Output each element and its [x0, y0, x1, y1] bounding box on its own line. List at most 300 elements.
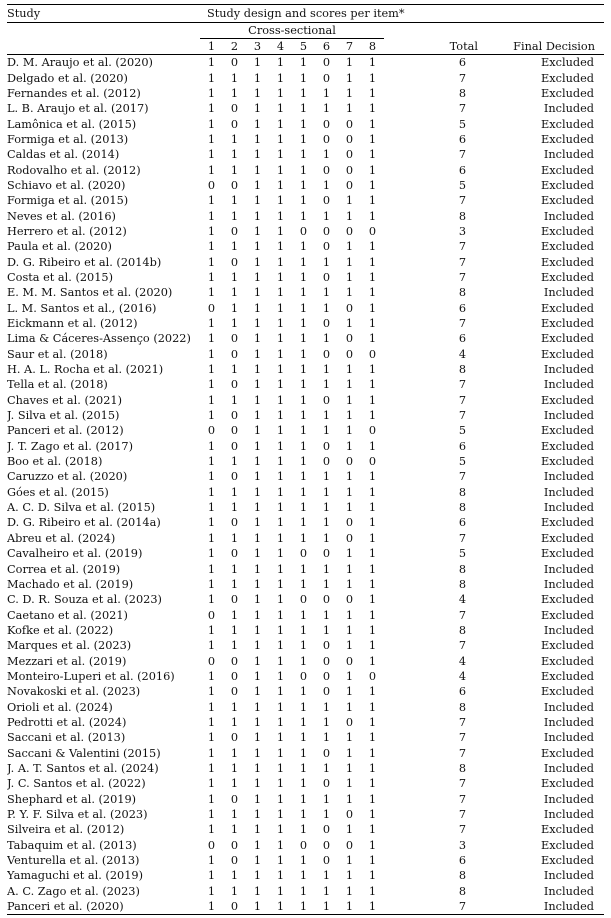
table-row — [7, 684, 604, 699]
score-cell: 1 — [276, 240, 285, 254]
score-cell: 1 — [207, 409, 216, 423]
score-cell: 1 — [253, 792, 262, 806]
score-cell: 1 — [299, 808, 308, 822]
score-cell: 1 — [299, 854, 308, 868]
score-cell: 0 — [322, 685, 331, 699]
study-cell: Machado et al. (2019) — [7, 577, 134, 591]
study-cell: Neves et al. (2016) — [7, 209, 116, 223]
score-cell: 0 — [345, 178, 354, 192]
score-cell: 1 — [368, 869, 377, 883]
total-cell: 4 — [458, 654, 466, 668]
table-row — [7, 193, 604, 208]
score-cell: 1 — [253, 669, 262, 683]
table-row — [7, 316, 604, 331]
score-cell: 1 — [276, 547, 285, 561]
total-cell: 4 — [458, 347, 466, 361]
score-cell: 1 — [253, 623, 262, 637]
score-cell: 1 — [276, 71, 285, 85]
score-cell: 1 — [368, 332, 377, 346]
score-cell: 1 — [207, 731, 216, 745]
decision-cell: Excluded — [541, 654, 594, 668]
score-cell: 1 — [299, 623, 308, 637]
total-cell: 6 — [458, 332, 466, 346]
score-cell: 1 — [276, 654, 285, 668]
decision-cell: Excluded — [541, 117, 594, 131]
score-cell: 0 — [299, 593, 308, 607]
total-cell: 8 — [458, 501, 466, 515]
score-cell: 1 — [276, 102, 285, 116]
score-cell: 1 — [299, 777, 308, 791]
score-cell: 1 — [368, 378, 377, 392]
total-cell: 8 — [458, 363, 466, 377]
score-cell: 1 — [207, 102, 216, 116]
decision-cell: Included — [543, 700, 594, 714]
table-row — [7, 577, 604, 592]
decision-cell: Excluded — [541, 332, 594, 346]
score-cell: 1 — [299, 317, 308, 331]
study-cell: Panceri et al. (2012) — [7, 424, 124, 438]
score-cell: 0 — [322, 854, 331, 868]
score-cell: 1 — [368, 393, 377, 407]
study-cell: Lamônica et al. (2015) — [7, 117, 137, 131]
total-cell: 7 — [384, 899, 480, 915]
total-cell: 6 — [458, 685, 466, 699]
table-row — [7, 638, 604, 653]
study-cell: Panceri et al. (2020) — [7, 899, 200, 915]
decision-cell: Included — [543, 562, 594, 576]
score-cell: 1 — [368, 639, 377, 653]
study-cell: E. M. M. Santos et al. (2020) — [7, 286, 173, 300]
score-cell: 1 — [276, 884, 285, 898]
score-cell: 1 — [253, 808, 262, 822]
cross-sectional-header: Cross-sectional — [200, 23, 384, 39]
score-cell: 1 — [253, 685, 262, 699]
total-cell: 8 — [458, 485, 466, 499]
score-cell: 1 — [322, 363, 331, 377]
score-cell: 1 — [207, 470, 216, 484]
score-cell: 1 — [207, 117, 216, 131]
score-cell: 1 — [276, 685, 285, 699]
score-cell: 1 — [200, 899, 223, 915]
table-row — [7, 270, 604, 285]
score-cell: 1 — [207, 317, 216, 331]
total-cell: 7 — [458, 639, 466, 653]
score-cell: 1 — [276, 56, 285, 70]
score-cell: 1 — [276, 639, 285, 653]
design-header: Study design and scores per item* — [200, 5, 604, 23]
study-cell: Caetano et al. (2021) — [7, 608, 128, 622]
score-cell: 1 — [368, 654, 377, 668]
score-cell: 1 — [292, 899, 315, 915]
score-cell: 1 — [253, 117, 262, 131]
score-cell: 1 — [276, 86, 285, 100]
score-cell: 1 — [322, 700, 331, 714]
decision-cell: Excluded — [541, 685, 594, 699]
decision-cell: Included — [543, 501, 594, 515]
decision-cell: Excluded — [541, 746, 594, 760]
score-cell: 1 — [299, 562, 308, 576]
table-row — [7, 853, 604, 868]
score-cell: 0 — [345, 593, 354, 607]
score-cell: 1 — [345, 777, 354, 791]
score-cell: 1 — [322, 869, 331, 883]
score-cell: 1 — [253, 746, 262, 760]
score-cell: 0 — [345, 117, 354, 131]
score-cell: 1 — [207, 639, 216, 653]
table-row — [7, 55, 604, 71]
score-cell: 0 — [322, 194, 331, 208]
score-cell: 1 — [299, 531, 308, 545]
score-cell: 1 — [207, 56, 216, 70]
score-cell: 1 — [276, 531, 285, 545]
score-cell: 1 — [299, 86, 308, 100]
decision-cell: Included — [543, 623, 594, 637]
score-cell: 1 — [299, 731, 308, 745]
score-cell: 1 — [253, 178, 262, 192]
score-cell: 1 — [276, 869, 285, 883]
decision-cell: Excluded — [541, 224, 594, 238]
score-cell: 1 — [276, 669, 285, 683]
score-cell: 1 — [322, 178, 331, 192]
score-cell: 1 — [253, 378, 262, 392]
total-cell: 5 — [458, 455, 466, 469]
score-cell: 1 — [230, 240, 239, 254]
table-row — [7, 393, 604, 408]
score-cell: 1 — [253, 286, 262, 300]
score-cell: 1 — [345, 363, 354, 377]
score-cell: 0 — [230, 255, 239, 269]
score-cell: 0 — [230, 224, 239, 238]
decision-cell: Excluded — [541, 531, 594, 545]
score-cell: 1 — [207, 562, 216, 576]
total-cell: 8 — [458, 577, 466, 591]
score-cell: 1 — [253, 363, 262, 377]
score-cell: 0 — [345, 715, 354, 729]
score-cell: 1 — [253, 884, 262, 898]
study-cell: Mezzari et al. (2019) — [7, 654, 127, 668]
score-cell: 1 — [299, 363, 308, 377]
score-cell: 1 — [207, 808, 216, 822]
score-cell: 0 — [345, 132, 354, 146]
score-cell: 1 — [253, 700, 262, 714]
study-cell: D. M. Araujo et al. (2020) — [7, 56, 153, 70]
study-cell: Silveira et al. (2012) — [7, 823, 125, 837]
score-cell: 1 — [368, 178, 377, 192]
score-cell: 0 — [223, 899, 246, 915]
score-cell: 0 — [368, 455, 377, 469]
total-cell: 7 — [458, 393, 466, 407]
study-cell: C. D. R. Souza et al. (2023) — [7, 593, 162, 607]
score-cell: 1 — [345, 547, 354, 561]
table-body — [7, 55, 604, 915]
score-cell: 1 — [276, 332, 285, 346]
score-cell: 1 — [299, 884, 308, 898]
score-cell: 1 — [322, 715, 331, 729]
study-cell: J. C. Santos et al. (2022) — [7, 777, 146, 791]
score-cell: 1 — [230, 163, 239, 177]
score-cell: 1 — [345, 577, 354, 591]
score-cell: 0 — [322, 593, 331, 607]
score-cell: 1 — [345, 439, 354, 453]
score-cell: 1 — [253, 347, 262, 361]
total-header: Total — [384, 39, 480, 55]
score-cell: 1 — [368, 301, 377, 315]
score-cell: 1 — [338, 899, 361, 915]
total-cell: 7 — [458, 731, 466, 745]
score-cell: 1 — [253, 715, 262, 729]
decision-cell: Included — [543, 715, 594, 729]
total-cell: 6 — [458, 516, 466, 530]
score-cell: 1 — [368, 854, 377, 868]
score-cell: 1 — [276, 347, 285, 361]
total-cell: 8 — [458, 286, 466, 300]
item-number-row — [7, 39, 604, 55]
study-cell: Cavalheiro et al. (2019) — [7, 547, 143, 561]
total-cell: 6 — [458, 301, 466, 315]
total-cell: 7 — [458, 148, 466, 162]
score-cell: 1 — [299, 685, 308, 699]
decision-cell: Excluded — [541, 593, 594, 607]
score-cell: 1 — [345, 240, 354, 254]
score-cell: 1 — [207, 823, 216, 837]
score-cell: 1 — [230, 577, 239, 591]
score-cell: 0 — [322, 71, 331, 85]
score-cell: 1 — [276, 792, 285, 806]
score-cell: 1 — [253, 317, 262, 331]
score-cell: 0 — [322, 777, 331, 791]
score-cell: 1 — [253, 777, 262, 791]
score-cell: 1 — [207, 86, 216, 100]
score-cell: 1 — [299, 639, 308, 653]
score-cell: 1 — [230, 132, 239, 146]
decision-cell: Excluded — [541, 317, 594, 331]
score-cell: 0 — [322, 838, 331, 852]
study-cell: Saccani & Valentini (2015) — [7, 746, 161, 760]
study-cell: Caruzzo et al. (2020) — [7, 470, 128, 484]
study-cell: Boo et al. (2018) — [7, 455, 103, 469]
study-cell: Orioli et al. (2024) — [7, 700, 113, 714]
score-cell: 1 — [253, 547, 262, 561]
decision-cell: Included — [543, 209, 594, 223]
score-cell: 1 — [299, 746, 308, 760]
item-header: 4 — [269, 39, 292, 55]
score-cell: 1 — [299, 209, 308, 223]
score-cell: 1 — [368, 117, 377, 131]
score-cell: 1 — [230, 485, 239, 499]
score-cell: 0 — [230, 547, 239, 561]
score-cell: 1 — [207, 455, 216, 469]
score-cell: 1 — [368, 163, 377, 177]
table-row — [7, 101, 604, 116]
score-cell: 0 — [230, 378, 239, 392]
score-cell: 1 — [368, 838, 377, 852]
score-cell: 0 — [299, 547, 308, 561]
table-row — [7, 623, 604, 638]
score-cell: 1 — [345, 562, 354, 576]
score-cell: 1 — [207, 700, 216, 714]
score-cell: 1 — [299, 332, 308, 346]
score-cell: 1 — [368, 715, 377, 729]
decision-cell: Excluded — [541, 240, 594, 254]
score-cell: 1 — [322, 623, 331, 637]
score-cell: 1 — [368, 132, 377, 146]
table-row — [7, 592, 604, 607]
score-cell: 0 — [230, 102, 239, 116]
score-cell: 0 — [230, 792, 239, 806]
score-cell: 1 — [345, 869, 354, 883]
decision-cell: Excluded — [541, 547, 594, 561]
score-cell: 1 — [253, 102, 262, 116]
score-cell: 1 — [322, 102, 331, 116]
table-row — [7, 208, 604, 223]
score-cell: 1 — [322, 792, 331, 806]
table-row — [7, 899, 604, 915]
table-row — [7, 301, 604, 316]
score-cell: 0 — [299, 224, 308, 238]
total-cell: 7 — [458, 71, 466, 85]
decision-cell: Excluded — [541, 608, 594, 622]
score-cell: 1 — [276, 132, 285, 146]
score-cell: 1 — [207, 501, 216, 515]
score-cell: 0 — [322, 224, 331, 238]
study-cell: Novakoski et al. (2023) — [7, 685, 141, 699]
score-cell: 1 — [230, 86, 239, 100]
table-row — [7, 239, 604, 254]
total-cell: 7 — [458, 746, 466, 760]
score-cell: 1 — [276, 393, 285, 407]
score-cell: 1 — [253, 593, 262, 607]
decision-cell: Included — [543, 792, 594, 806]
score-cell: 1 — [253, 639, 262, 653]
item-header: 2 — [223, 39, 246, 55]
table-row — [7, 224, 604, 239]
score-cell: 0 — [230, 685, 239, 699]
total-cell: 8 — [458, 209, 466, 223]
score-cell: 1 — [230, 808, 239, 822]
score-cell: 1 — [299, 270, 308, 284]
decision-cell: Excluded — [541, 823, 594, 837]
decision-cell: Included — [543, 869, 594, 883]
score-cell: 1 — [345, 501, 354, 515]
table-row — [7, 132, 604, 147]
decision-cell: Excluded — [541, 163, 594, 177]
score-cell: 0 — [322, 117, 331, 131]
score-cell: 0 — [230, 838, 239, 852]
score-cell: 0 — [230, 669, 239, 683]
study-cell: J. T. Zago et al. (2017) — [7, 439, 134, 453]
score-cell: 0 — [322, 270, 331, 284]
score-cell: 1 — [368, 439, 377, 453]
score-cell: 1 — [299, 117, 308, 131]
score-cell: 0 — [230, 56, 239, 70]
total-cell: 7 — [458, 823, 466, 837]
decision-cell: Excluded — [541, 178, 594, 192]
decision-cell: Included — [543, 286, 594, 300]
score-cell: 1 — [368, 516, 377, 530]
score-cell: 1 — [299, 761, 308, 775]
score-cell: 1 — [230, 608, 239, 622]
table-row — [7, 776, 604, 791]
score-cell: 1 — [253, 485, 262, 499]
score-cell: 1 — [368, 286, 377, 300]
score-cell: 1 — [345, 209, 354, 223]
score-cell: 1 — [207, 485, 216, 499]
score-cell: 0 — [322, 746, 331, 760]
item-header: 3 — [246, 39, 269, 55]
score-cell: 0 — [322, 547, 331, 561]
table-row — [7, 423, 604, 438]
score-cell: 1 — [299, 485, 308, 499]
score-cell: 1 — [230, 393, 239, 407]
score-cell: 1 — [368, 470, 377, 484]
score-cell: 1 — [322, 562, 331, 576]
decision-cell: Excluded — [541, 424, 594, 438]
table-row — [7, 884, 604, 899]
score-cell: 1 — [299, 470, 308, 484]
decision-cell: Excluded — [541, 854, 594, 868]
score-cell: 1 — [207, 715, 216, 729]
score-cell: 1 — [299, 194, 308, 208]
score-cell: 1 — [276, 623, 285, 637]
score-cell: 0 — [345, 347, 354, 361]
score-cell: 1 — [276, 808, 285, 822]
score-cell: 1 — [368, 777, 377, 791]
score-cell: 1 — [345, 194, 354, 208]
score-cell: 1 — [230, 623, 239, 637]
decision-cell: Excluded — [541, 71, 594, 85]
decision-cell: Excluded — [541, 255, 594, 269]
score-cell: 1 — [299, 132, 308, 146]
score-cell: 1 — [207, 884, 216, 898]
table-row — [7, 546, 604, 561]
header-row — [7, 5, 604, 23]
decision-cell: Excluded — [541, 777, 594, 791]
score-cell: 1 — [345, 424, 354, 438]
score-cell: 1 — [253, 501, 262, 515]
study-cell: Paula et al. (2020) — [7, 240, 112, 254]
score-cell: 1 — [207, 240, 216, 254]
decision-cell: Excluded — [541, 86, 594, 100]
total-cell: 7 — [458, 102, 466, 116]
item-header: 8 — [361, 39, 384, 55]
score-cell: 0 — [322, 163, 331, 177]
score-cell: 1 — [207, 163, 216, 177]
score-cell: 1 — [276, 117, 285, 131]
study-cell: Saur et al. (2018) — [7, 347, 108, 361]
score-cell: 1 — [368, 593, 377, 607]
score-cell: 1 — [230, 531, 239, 545]
score-cell: 1 — [322, 332, 331, 346]
score-cell: 1 — [368, 823, 377, 837]
score-cell: 1 — [276, 485, 285, 499]
score-cell: 1 — [276, 470, 285, 484]
score-cell: 1 — [207, 363, 216, 377]
score-cell: 1 — [322, 808, 331, 822]
study-cell: Fernandes et al. (2012) — [7, 86, 141, 100]
score-cell: 0 — [207, 301, 216, 315]
score-cell: 1 — [299, 347, 308, 361]
score-cell: 1 — [276, 562, 285, 576]
total-cell: 7 — [458, 608, 466, 622]
score-cell: 0 — [230, 178, 239, 192]
score-cell: 0 — [230, 854, 239, 868]
decision-cell: Included — [543, 102, 594, 116]
score-cell: 1 — [253, 731, 262, 745]
study-cell: J. A. T. Santos et al. (2024) — [7, 761, 159, 775]
total-cell: 8 — [458, 623, 466, 637]
total-cell: 7 — [458, 715, 466, 729]
study-cell: A. C. D. Silva et al. (2015) — [7, 501, 156, 515]
